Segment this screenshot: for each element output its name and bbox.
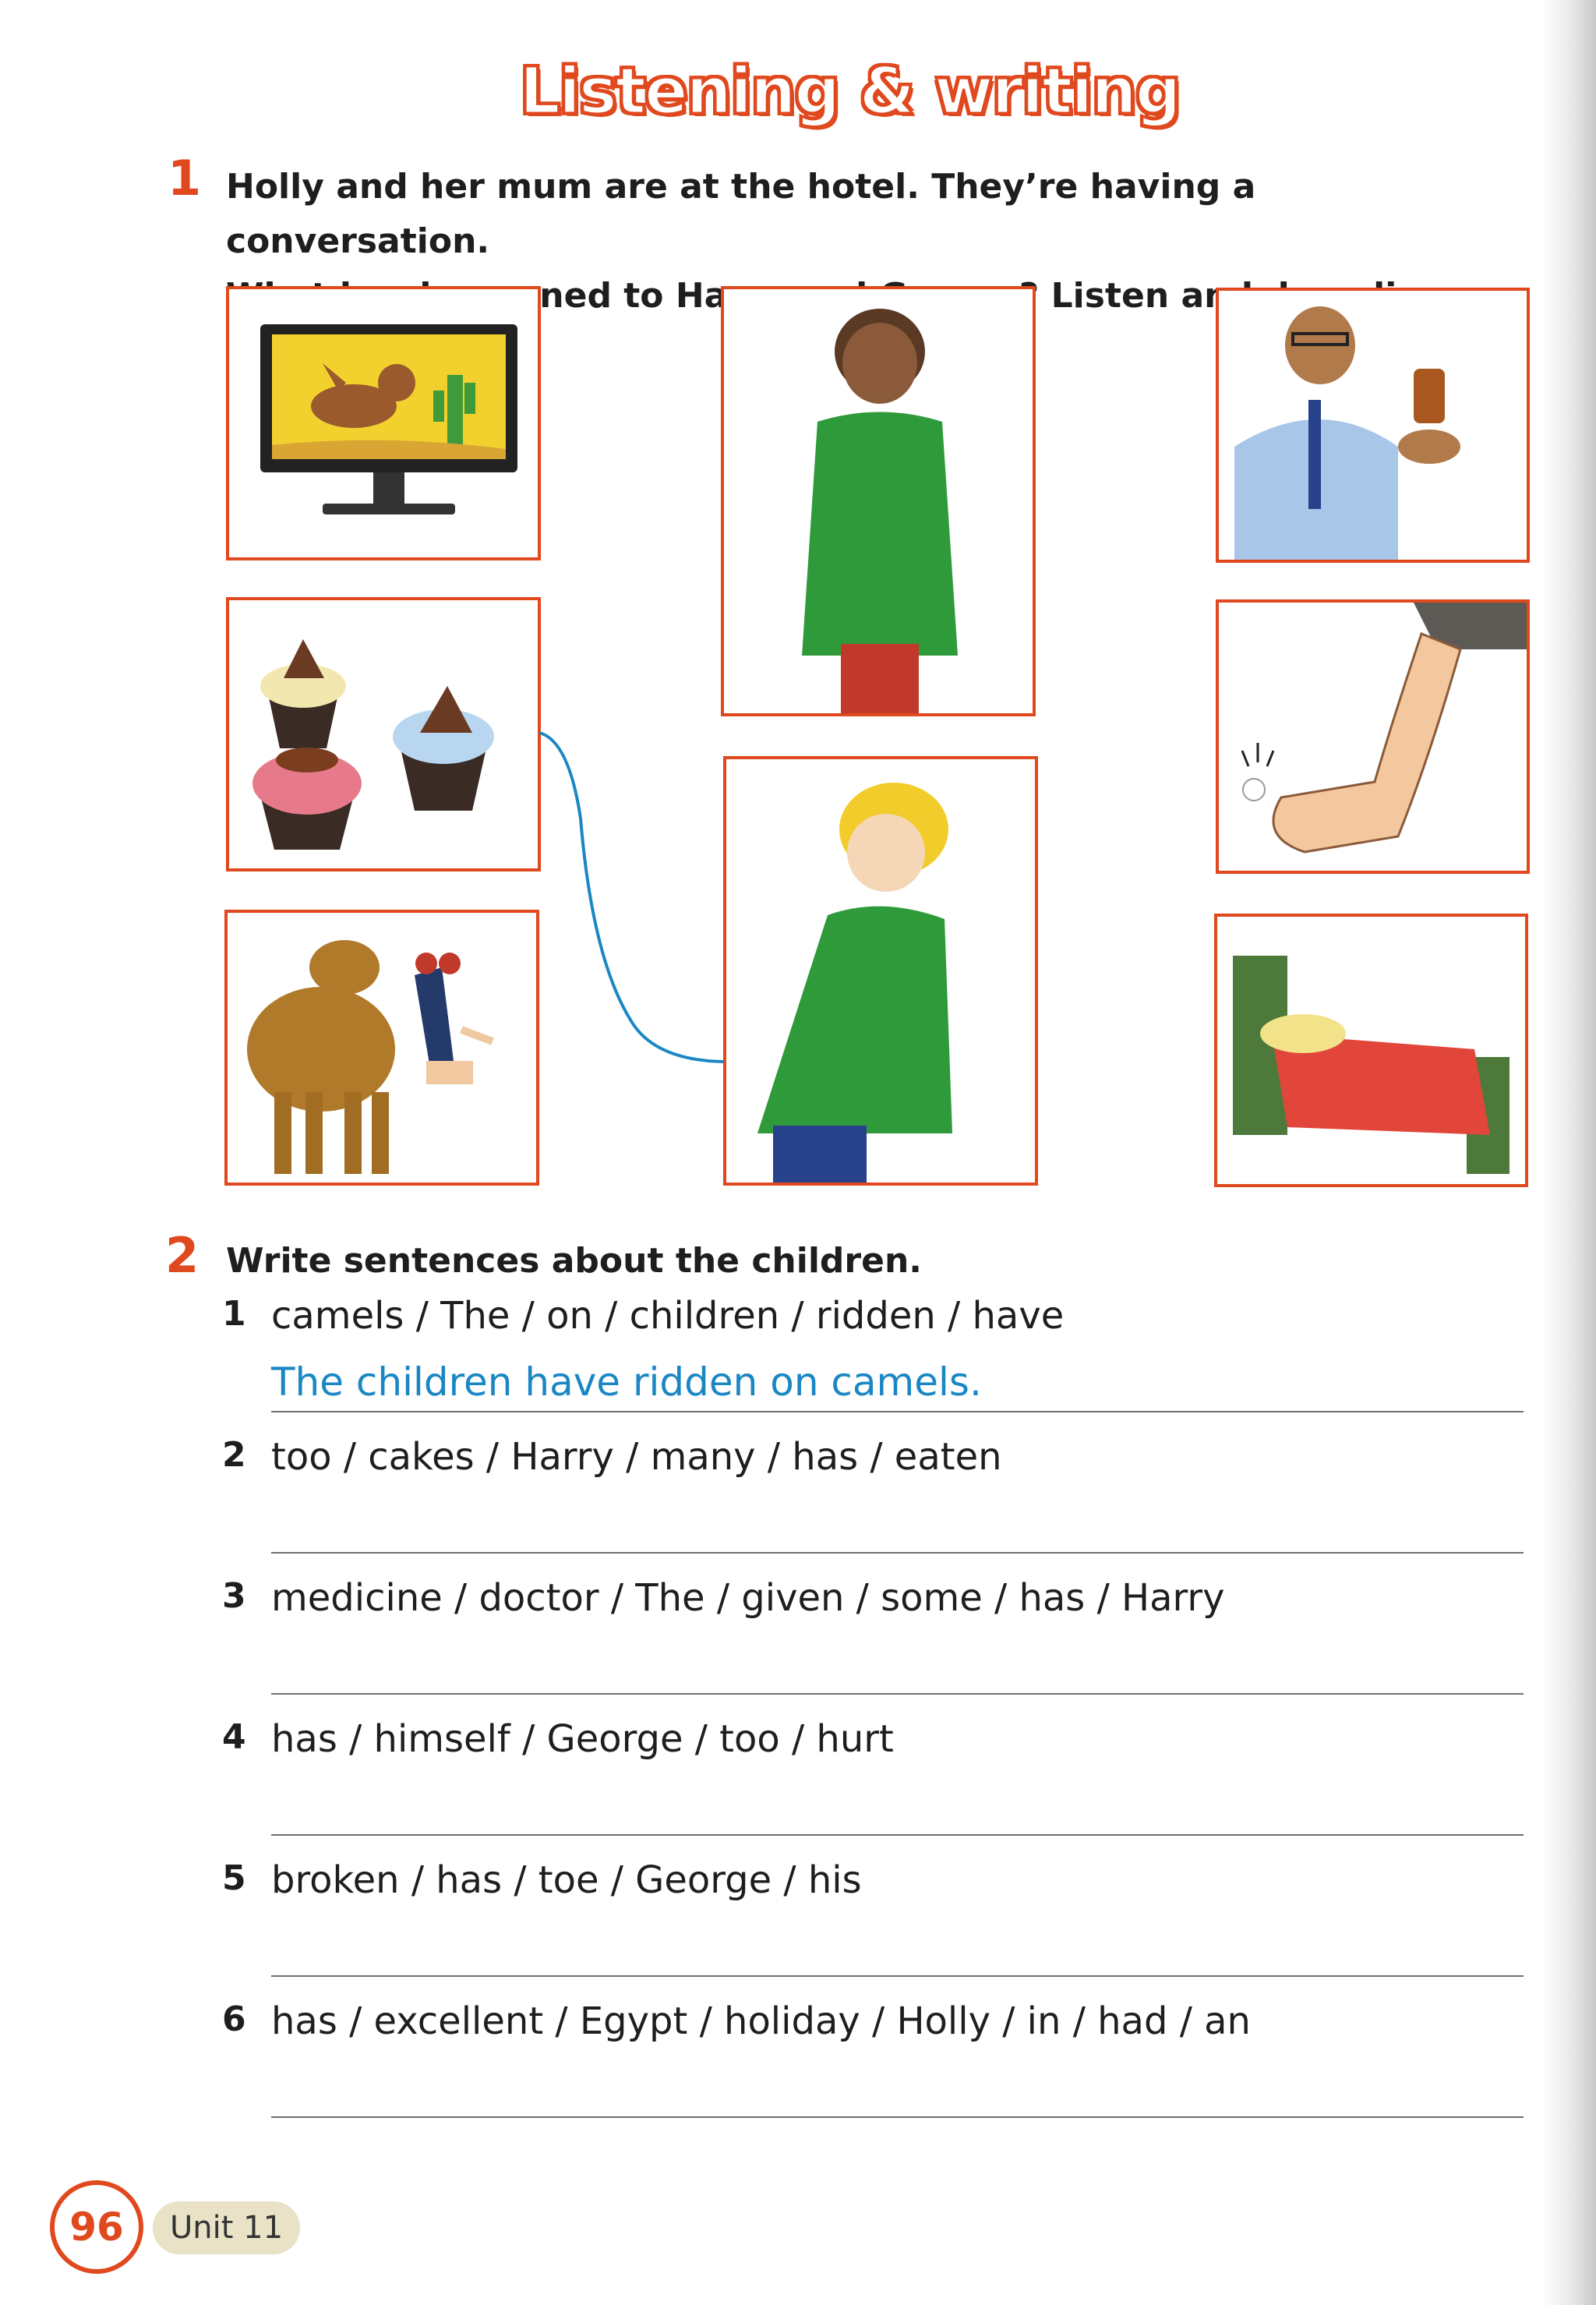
answer-line[interactable] <box>271 2116 1524 2118</box>
exercise-1-line-2-text: to Listen <box>623 276 1170 316</box>
picture-boy-dark-hair[interactable] <box>721 286 1036 716</box>
sentence-item <box>222 1576 1524 1717</box>
answer-line[interactable] <box>271 1975 1524 1977</box>
boy-dark-hair-icon <box>724 289 1033 713</box>
answer-line[interactable] <box>271 1693 1524 1695</box>
page-edge-shadow <box>1541 0 1596 2305</box>
tv-icon <box>229 289 538 557</box>
scrambled-words: too / cakes / Harry / many / has / eaten <box>271 1435 1002 1479</box>
page-title: Listening & writing <box>519 55 1180 129</box>
sentence-item <box>222 1858 1524 1999</box>
exercise-2-number: 2 <box>165 1227 200 1284</box>
sentence-number: 2 <box>222 1435 246 1475</box>
picture-bed[interactable] <box>1214 914 1528 1187</box>
sentence-number: 6 <box>222 1999 246 2039</box>
hurt-foot-icon <box>1219 603 1527 871</box>
bed-icon <box>1217 917 1525 1184</box>
sentence-number: 1 <box>222 1294 246 1334</box>
answer-line[interactable] <box>271 1411 1524 1412</box>
answer-line[interactable] <box>271 1834 1524 1836</box>
scrambled-words: has / excellent / Egypt / holiday / Holly / in / had / an <box>271 1999 1251 2043</box>
sentence-number: 3 <box>222 1576 246 1616</box>
sentence-item <box>222 1999 1524 2141</box>
scrambled-words: broken / has / toe / George / his <box>271 1858 862 1902</box>
doctor-icon <box>1219 291 1527 560</box>
exercise-2-instruction: Write sentences about the children. <box>226 1241 922 1281</box>
picture-tv-cartoon[interactable] <box>226 286 541 560</box>
sentence-item <box>222 1294 1524 1435</box>
scrambled-words: camels / The / on / children / ridden / have <box>271 1294 1065 1338</box>
picture-camel-fall[interactable] <box>224 910 539 1186</box>
exercise-1-number: 1 <box>168 150 202 207</box>
sentence-item <box>222 1717 1524 1858</box>
cupcakes-icon <box>229 600 538 868</box>
picture-hurt-toe[interactable] <box>1216 599 1530 874</box>
exercise-1-line-1: Holly and her mum are at the hotel. They’re having a conversation. <box>226 167 1256 261</box>
example-answer: The children have ridden on camels. <box>271 1359 982 1405</box>
camel-icon <box>228 913 536 1183</box>
sentence-number: 5 <box>222 1858 246 1898</box>
picture-cupcakes[interactable] <box>226 597 541 871</box>
title-wrap <box>0 55 1596 129</box>
sentence-number: 4 <box>222 1717 246 1757</box>
scrambled-words: has / himself / George / too / hurt <box>271 1717 894 1761</box>
scrambled-words: medicine / doctor / The / given / some / has / Harry <box>271 1576 1225 1620</box>
answer-line[interactable] <box>271 1552 1524 1554</box>
example-connecting-line <box>538 725 733 1076</box>
page-number: 96 <box>50 2180 143 2274</box>
sentence-item <box>222 1435 1524 1576</box>
unit-badge: Unit 11 <box>153 2201 300 2254</box>
picture-doctor-medicine[interactable] <box>1216 288 1530 563</box>
picture-boy-blond-hair[interactable] <box>723 756 1038 1186</box>
boy-blond-hair-icon <box>726 759 1035 1183</box>
sentence-list <box>222 1294 1524 2141</box>
